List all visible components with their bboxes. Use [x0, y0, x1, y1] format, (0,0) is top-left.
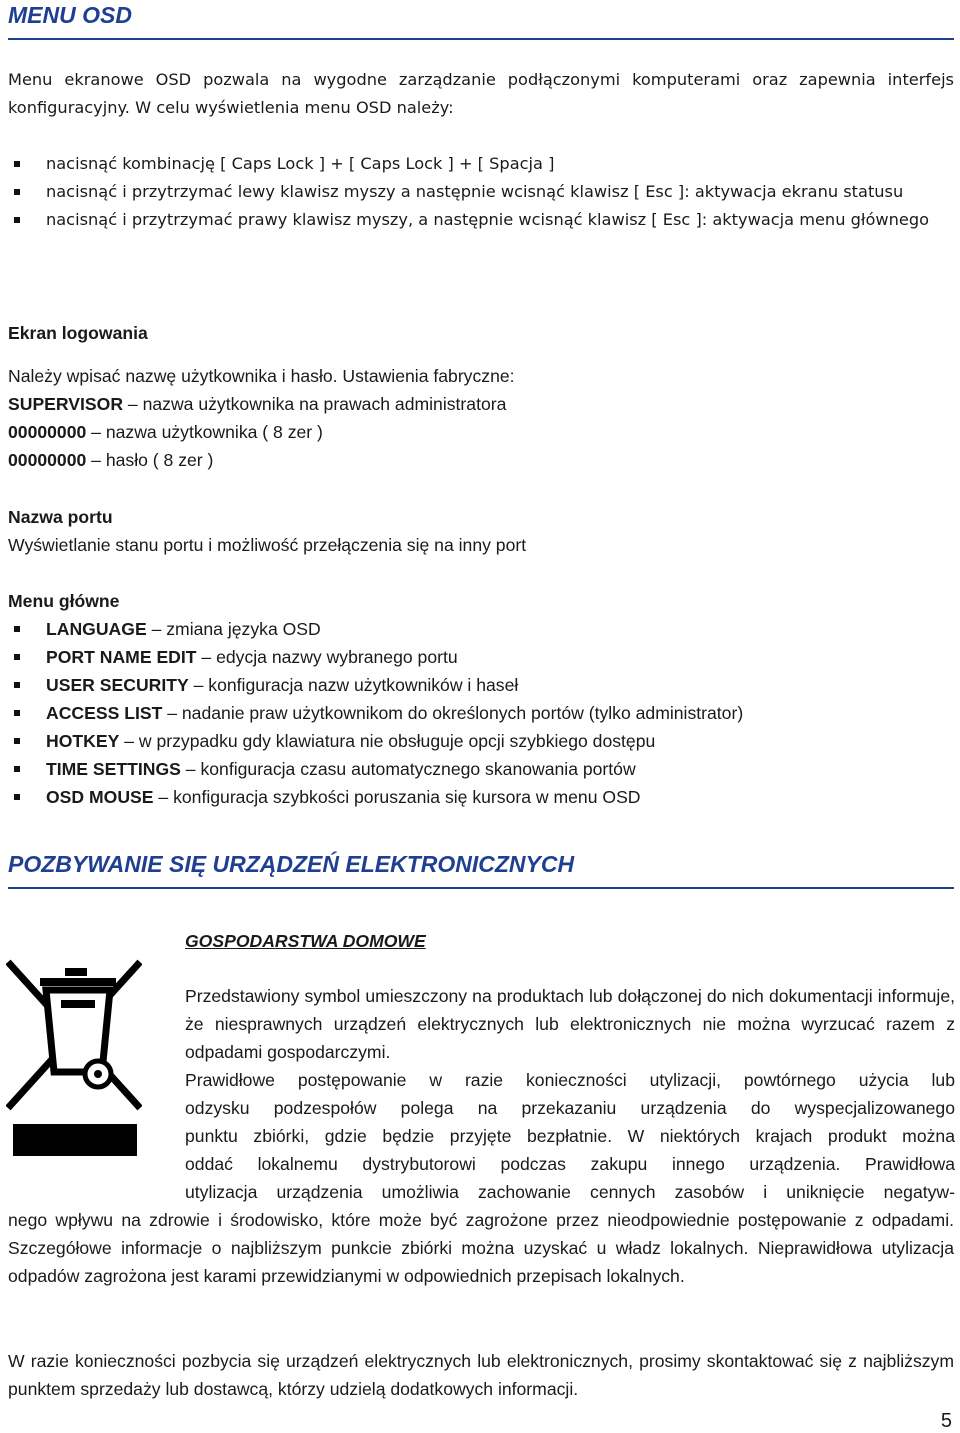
list-item: OSD MOUSE – konfiguracja szybkości poruszania się kursora w menu OSD	[8, 783, 954, 811]
bullet-square-icon	[14, 738, 20, 744]
title-underline	[8, 887, 954, 889]
main-menu-heading: Menu główne	[8, 591, 120, 611]
title-underline	[8, 38, 954, 40]
disposal-paragraph-2-side	[185, 1066, 955, 1206]
list-item: HOTKEY – w przypadku gdy klawiatura nie obsługuje opcji szybkiego dostępu	[8, 727, 954, 755]
bullet-square-icon	[14, 766, 20, 772]
list-item: LANGUAGE – zmiana języka OSD	[8, 615, 954, 643]
list-item: PORT NAME EDIT – edycja nazwy wybranego portu	[8, 643, 954, 671]
bullet-square-icon	[14, 682, 20, 688]
disposal-paragraph-2-continued: nego wpływu na zdrowie i środowisko, które może być zagrożone przez nieodpowiednie postępowanie z odpadami. Szczegółowe informacje o najbliższym punkcie zbiórki można uzyskać u władz lokalnych. Nieprawidłowa utylizacja odpadów zagrożona jest karami przewidzianymi w odpowiednich przepisach lokalnych.	[8, 1210, 954, 1286]
osd-activation-list	[8, 150, 954, 234]
list-item: TIME SETTINGS – konfiguracja czasu automatycznego skanowania portów	[8, 755, 954, 783]
port-name-text: Wyświetlanie stanu portu i możliwość przełączenia się na inny port	[8, 535, 527, 555]
bullet-square-icon	[14, 189, 20, 195]
weee-crossed-bin-icon-graphic	[6, 958, 142, 1158]
login-row: 00000000 – hasło ( 8 zer )	[8, 450, 214, 470]
login-row: SUPERVISOR – nazwa użytkownika na prawach administratora	[8, 394, 507, 414]
bullet-square-icon	[14, 626, 20, 632]
text-line: oddać lokalnemu dystrybutorowi podczas zakupu innego urządzenia. Prawidłowa	[185, 1154, 955, 1174]
list-item: nacisnąć i przytrzymać lewy klawisz myszy a następnie wcisnąć klawisz [ Esc ]: aktywacja ekranu statusu	[8, 178, 954, 206]
weee-crossed-bin-icon	[6, 958, 142, 1158]
page-number: 5	[940, 1410, 952, 1432]
list-item: USER SECURITY – konfiguracja nazw użytkowników i haseł	[8, 671, 954, 699]
bullet-square-icon	[14, 654, 20, 660]
login-row: 00000000 – nazwa użytkownika ( 8 zer )	[8, 422, 323, 442]
household-subheading: GOSPODARSTWA DOMOWE	[185, 931, 426, 951]
login-heading: Ekran logowania	[8, 323, 148, 343]
bullet-square-icon	[14, 794, 20, 800]
text-line: Prawidłowe postępowanie w razie konieczności utylizacji, powtórnego użycia lub	[185, 1070, 955, 1090]
main-menu-list	[8, 615, 954, 811]
port-name-heading: Nazwa portu	[8, 507, 113, 527]
disposal-paragraph-3: W razie konieczności pozbycia się urządzeń elektrycznych lub elektronicznych, prosimy skontaktować się z najbliższym punktem sprzedaży lub dostawcą, którzy udzielą dodatkowych informacji.	[8, 1351, 954, 1399]
text-line: odzysku podzespołów polega na przekazaniu urządzenia do wyspecjalizowanego	[185, 1098, 955, 1118]
text-line: utylizacja urządzenia umożliwia zachowanie cennych zasobów i uniknięcie negatyw-	[185, 1182, 955, 1202]
bullet-square-icon	[14, 217, 20, 223]
login-text	[8, 362, 954, 474]
disposal-paragraph-1: Przedstawiony symbol umieszczony na produktach lub dołączonej do nich dokumentacji informuje, że niesprawnych urządzeń elektrycznych lub elektronicznych nie można wyrzucać razem z odpadami gospodarczymi.	[185, 986, 955, 1062]
text-line: punktu zbiórki, gdzie będzie przyjęte bezpłatnie. W niektórych krajach produkt można	[185, 1126, 955, 1146]
section-title-menu-osd: MENU OSD	[8, 2, 132, 28]
bullet-square-icon	[14, 710, 20, 716]
list-item: nacisnąć kombinację [ Caps Lock ] + [ Caps Lock ] + [ Spacja ]	[8, 150, 954, 178]
bullet-square-icon	[14, 161, 20, 167]
list-item: nacisnąć i przytrzymać prawy klawisz myszy, a następnie wcisnąć klawisz [ Esc ]: aktywacja menu głównego	[8, 206, 954, 234]
login-intro: Należy wpisać nazwę użytkownika i hasło. Ustawienia fabryczne:	[8, 366, 515, 386]
list-item: ACCESS LIST – nadanie praw użytkownikom do określonych portów (tylko administrator)	[8, 699, 954, 727]
section-title-disposal: POZBYWANIE SIĘ URZĄDZEŃ ELEKTRONICZNYCH	[8, 851, 575, 877]
intro-paragraph: Menu ekranowe OSD pozwala na wygodne zarządzanie podłączonymi komputerami oraz zapewnia interfejs konfiguracyjny. W celu wyświetlenia menu OSD należy:	[8, 70, 954, 117]
